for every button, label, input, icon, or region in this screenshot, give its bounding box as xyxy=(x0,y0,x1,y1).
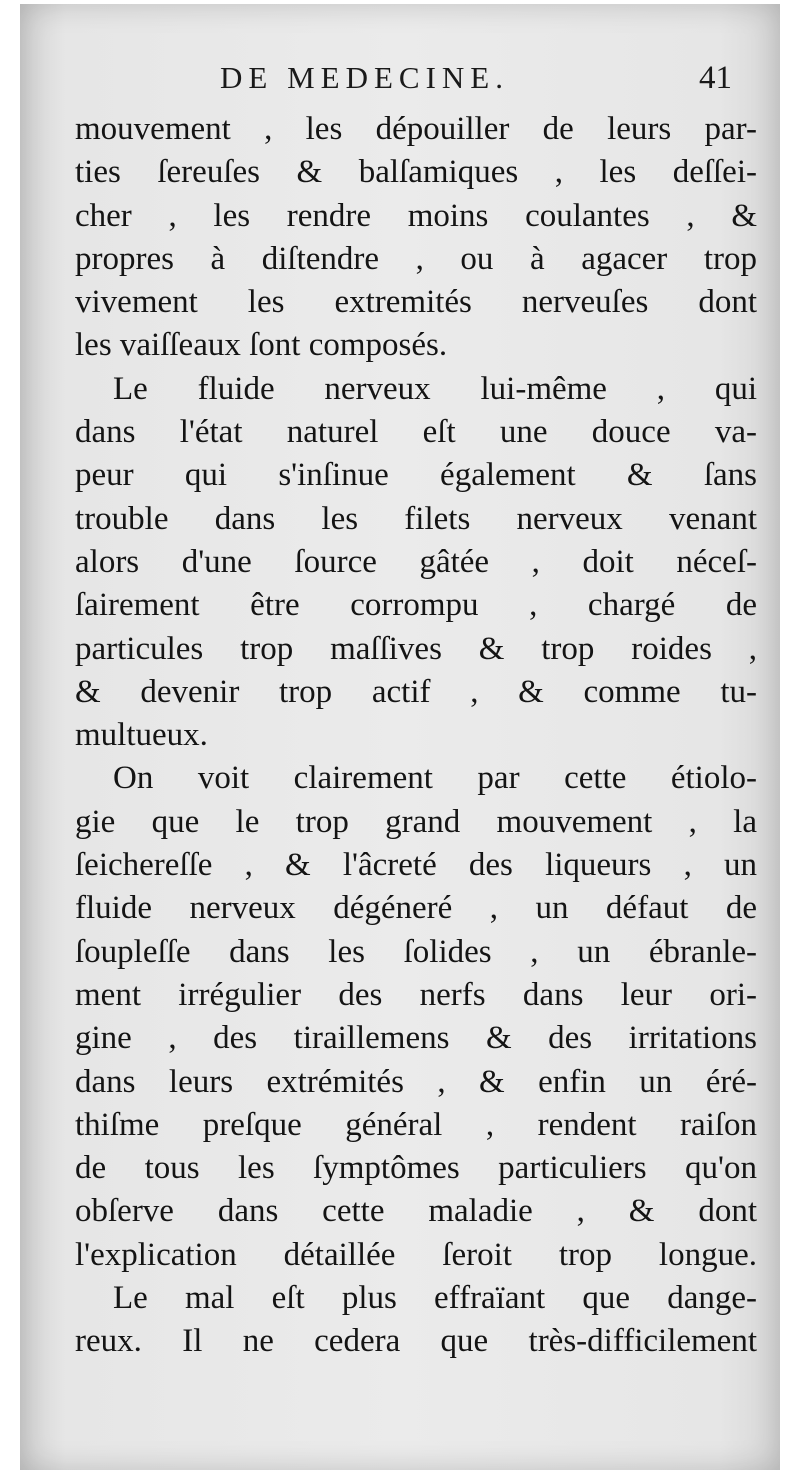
text-line: mouvement , les dépouiller de leurs par- xyxy=(75,111,757,147)
text-line: trouble dans les filets nerveux venant xyxy=(75,500,757,537)
text-line: fluide nerveux dégéneré , un défaut de xyxy=(75,890,757,927)
text-line: ment irrégulier des nerfs dans leur ori- xyxy=(75,976,757,1013)
text-line: particules trop maſſives & trop roides , xyxy=(75,630,757,667)
text-line: On voit clairement par cette étiolo- xyxy=(113,760,757,797)
text-line: propres à diſtendre , ou à agacer trop xyxy=(75,240,757,277)
text-line: vivement les extremités nerveuſes dont xyxy=(75,284,757,321)
text-line: gie que le trop grand mouvement , la xyxy=(75,803,757,840)
text-line: l'explication détaillée ſeroit trop longue. xyxy=(75,1236,757,1273)
text-line: ſeichereſſe , & l'âcreté des liqueurs , un xyxy=(75,847,757,884)
page-number: 41 xyxy=(699,60,732,96)
text-line: Le mal eſt plus effraïant que dange- xyxy=(113,1280,757,1317)
text-line: multueux. xyxy=(75,717,208,754)
page-header xyxy=(220,60,760,104)
text-line: reux. Il ne cedera que très-difficilement xyxy=(75,1323,757,1360)
text-line: peur qui s'inſinue également & ſans xyxy=(75,457,757,494)
text-line: cher , les rendre moins coulantes , & xyxy=(75,197,757,234)
text-line: thiſme preſque général , rendent raiſon xyxy=(75,1106,757,1143)
text-line: alors d'une ſource gâtée , doit néceſ- xyxy=(75,543,757,580)
text-line: obſerve dans cette maladie , & dont xyxy=(75,1193,757,1230)
text-line: ſoupleſſe dans les ſolides , un ébranle- xyxy=(75,933,757,970)
text-line: les vaiſſeaux ſont composés. xyxy=(75,327,448,364)
text-line: de tous les ſymptômes particuliers qu'on xyxy=(75,1150,757,1187)
running-title: DE MEDECINE. xyxy=(220,60,509,95)
text-line: gine , des tiraillemens & des irritations xyxy=(75,1020,757,1057)
text-line: & devenir trop actif , & comme tu- xyxy=(75,673,757,710)
text-line: dans leurs extrémités , & enfin un éré- xyxy=(75,1063,757,1100)
text-line: ſairement être corrompu , chargé de xyxy=(75,587,757,624)
text-line: dans l'état naturel eſt une douce va- xyxy=(75,414,757,451)
text-line: Le fluide nerveux lui-même , qui xyxy=(113,370,757,407)
body-text xyxy=(75,108,757,1364)
text-line: ties ſereuſes & balſamiques , les deſſei- xyxy=(75,154,757,191)
book-page xyxy=(20,4,780,1470)
